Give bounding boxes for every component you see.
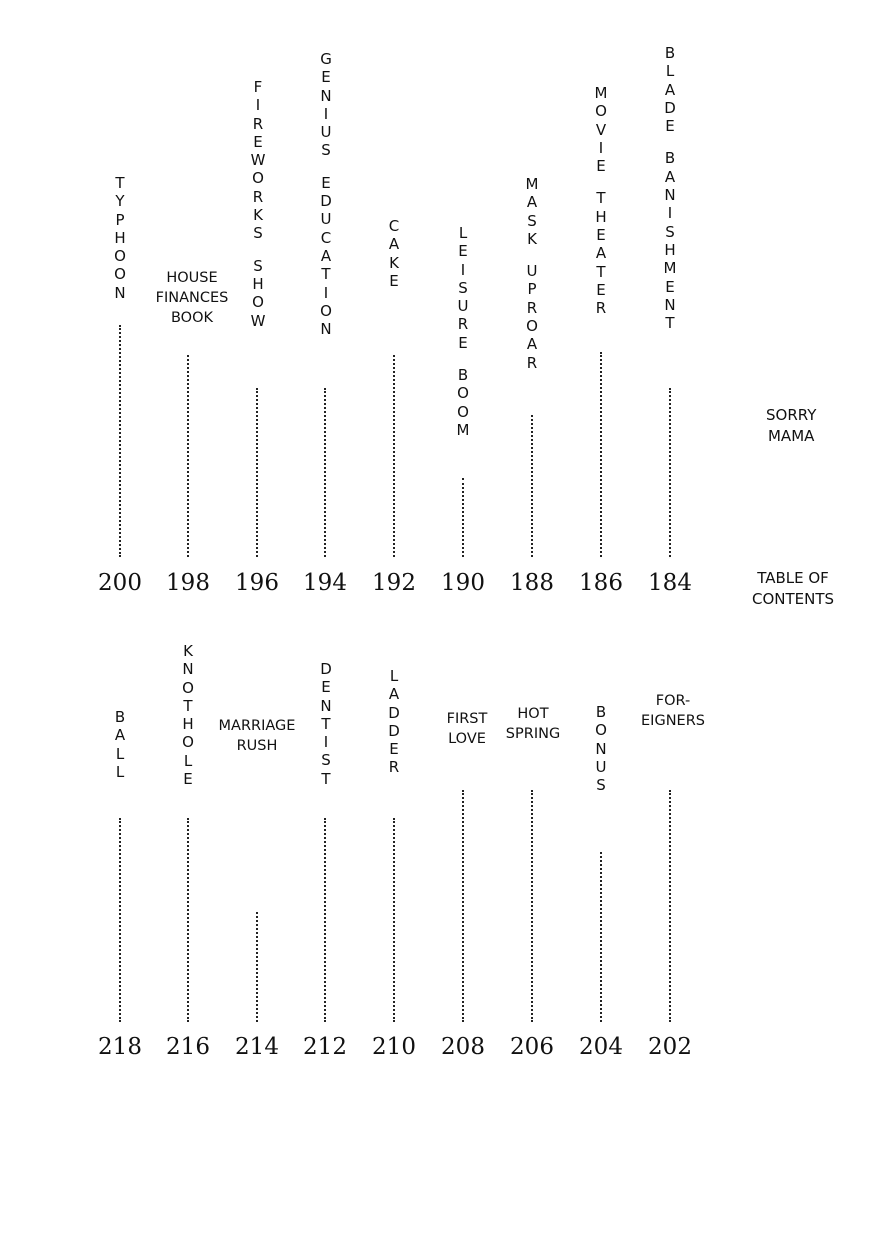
title-letter: S <box>527 211 537 230</box>
title-letter: F <box>253 78 263 96</box>
entry-title <box>581 84 621 318</box>
dot-leader <box>324 818 326 1022</box>
title-letter: O <box>595 721 607 740</box>
title-letter: M <box>525 175 539 193</box>
page-number: 198 <box>166 570 210 596</box>
title-letter: E <box>665 117 675 136</box>
title-letter: A <box>388 235 400 254</box>
title-letter: B <box>595 703 607 721</box>
title-letter: A <box>664 80 676 99</box>
page-number: 196 <box>235 570 279 596</box>
entry-title: FIRST LOVE <box>446 711 488 747</box>
title-letter: E <box>321 68 331 87</box>
title-letter: T <box>321 769 331 788</box>
dot-leader <box>393 355 395 557</box>
title-letter: O <box>252 169 264 188</box>
title-letter: H <box>595 207 607 226</box>
page-number: 214 <box>235 1034 279 1060</box>
title-letter: I <box>323 104 329 123</box>
title-letter: W <box>250 311 266 330</box>
title-letter: R <box>595 299 607 318</box>
title-letter: O <box>114 265 126 284</box>
title-letter: L <box>665 62 675 81</box>
title-letter: T <box>665 314 675 333</box>
title-letter: L <box>115 744 125 763</box>
page-number: 216 <box>166 1034 210 1060</box>
page-number: 212 <box>303 1034 347 1060</box>
dot-leader <box>669 790 671 1022</box>
title-letter: O <box>457 384 469 403</box>
page-number: 208 <box>441 1034 485 1060</box>
title-letter: T <box>596 262 606 281</box>
title-letter: R <box>526 353 538 372</box>
title-letter: B <box>664 149 676 168</box>
title-letter: K <box>527 229 537 248</box>
title-letter: U <box>526 262 538 281</box>
title-letter: B <box>664 44 676 62</box>
title-letter: A <box>320 246 332 265</box>
title-letter: U <box>457 297 469 316</box>
title-letter: G <box>320 50 332 68</box>
entry-title <box>650 44 690 332</box>
dot-leader <box>531 415 533 557</box>
entry-title: MARRIAGE RUSH <box>218 718 296 754</box>
title-letter: D <box>320 660 332 678</box>
dot-leader <box>600 352 602 557</box>
title-letter: A <box>388 685 400 704</box>
title-letter: R <box>457 315 469 334</box>
title-letter: H <box>252 274 264 293</box>
title-letter: A <box>526 335 538 354</box>
title-letter: R <box>388 758 400 777</box>
title-letter: T <box>321 265 331 284</box>
title-letter: L <box>389 667 399 685</box>
title-letter: A <box>114 726 126 745</box>
title-letter: Y <box>115 192 125 211</box>
page-number: 200 <box>98 570 142 596</box>
title-letter: N <box>664 295 676 314</box>
dot-leader <box>187 818 189 1022</box>
entry-title: HOT SPRING <box>505 706 561 742</box>
title-letter: U <box>320 123 332 142</box>
dot-leader <box>187 355 189 557</box>
title-letter: E <box>596 280 606 299</box>
title-letter: E <box>596 226 606 245</box>
dot-leader <box>324 388 326 557</box>
title-letter: R <box>252 187 264 206</box>
page-number: 210 <box>372 1034 416 1060</box>
title-letter: E <box>458 242 468 261</box>
dot-leader <box>393 818 395 1022</box>
page-number: 188 <box>510 570 554 596</box>
title-letter: I <box>598 138 604 157</box>
title-letter: U <box>320 210 332 229</box>
entry-title <box>100 708 140 781</box>
title-letter: A <box>595 244 607 263</box>
title-letter: T <box>321 714 331 733</box>
title-letter: H <box>664 240 676 259</box>
title-letter: D <box>320 192 332 211</box>
title-letter: I <box>667 204 673 223</box>
title-letter: H <box>182 715 194 734</box>
title-letter: E <box>596 157 606 176</box>
title-letter: B <box>457 366 469 385</box>
dot-leader <box>256 388 258 557</box>
title-letter: P <box>115 210 125 229</box>
title-letter: P <box>527 280 537 299</box>
title-letter: D <box>388 721 400 740</box>
title-letter: K <box>183 642 193 660</box>
dot-leader <box>669 388 671 557</box>
title-letter: N <box>595 739 607 758</box>
title-letter: N <box>664 186 676 205</box>
title-letter: T <box>183 696 193 715</box>
page-number: 184 <box>648 570 692 596</box>
title-letter: A <box>526 193 538 212</box>
title-letter: C <box>388 217 400 235</box>
title-letter: E <box>321 678 331 697</box>
title-letter: R <box>252 114 264 133</box>
title-letter: O <box>526 317 538 336</box>
dot-leader <box>119 818 121 1022</box>
title-letter: R <box>526 298 538 317</box>
title-letter: I <box>255 96 261 115</box>
title-letter: D <box>664 98 676 117</box>
title-letter: N <box>320 86 332 105</box>
title-letter: E <box>458 333 468 352</box>
title-letter: L <box>115 762 125 781</box>
dot-leader <box>119 325 121 557</box>
title-letter: T <box>115 174 125 192</box>
title-letter: M <box>456 420 470 439</box>
entry-title <box>100 174 140 302</box>
page-number: 186 <box>579 570 623 596</box>
page-number: 218 <box>98 1034 142 1060</box>
title-letter: D <box>388 703 400 722</box>
title-letter: S <box>321 751 331 770</box>
title-letter: B <box>114 708 126 726</box>
title-letter: E <box>253 132 263 151</box>
title-letter: W <box>250 151 266 170</box>
entry-title <box>238 78 278 330</box>
title-letter: M <box>663 259 677 278</box>
title-letter: O <box>114 247 126 266</box>
title-letter: K <box>389 253 399 272</box>
title-letter: T <box>596 189 606 208</box>
dot-leader <box>531 790 533 1022</box>
title-letter: N <box>114 283 126 302</box>
title-letter: N <box>182 660 194 679</box>
entry-title <box>581 703 621 794</box>
title-letter: L <box>458 224 468 242</box>
title-letter: H <box>114 228 126 247</box>
table-of-contents-heading: TABLE OF CONTENTS <box>752 569 835 608</box>
title-letter: I <box>460 260 466 279</box>
page-number: 194 <box>303 570 347 596</box>
entry-title <box>306 660 346 788</box>
title-letter: S <box>321 141 331 160</box>
title-letter: S <box>458 278 468 297</box>
page-number: 192 <box>372 570 416 596</box>
title-letter: U <box>595 757 607 776</box>
entry-title: HOUSE FINANCES BOOK <box>155 270 229 326</box>
title-letter: I <box>323 283 329 302</box>
sorry-mama-label: SORRY MAMA <box>766 406 817 445</box>
title-letter: C <box>320 228 332 247</box>
title-letter: E <box>321 173 331 192</box>
title-letter: V <box>595 120 607 139</box>
title-letter: M <box>594 84 608 102</box>
page-number: 206 <box>510 1034 554 1060</box>
title-letter: S <box>253 256 263 275</box>
entry-title <box>374 667 414 777</box>
dot-leader <box>462 478 464 557</box>
entry-title: FOR- EIGNERS <box>641 693 705 729</box>
title-letter: O <box>182 678 194 697</box>
title-letter: S <box>253 224 263 243</box>
title-letter: E <box>183 770 193 789</box>
title-letter: I <box>323 733 329 752</box>
title-letter: O <box>320 301 332 320</box>
title-letter: S <box>596 776 606 795</box>
title-letter: K <box>253 206 263 225</box>
title-letter: L <box>183 751 193 770</box>
entry-title <box>306 50 346 338</box>
entry-title <box>168 642 208 788</box>
title-letter: A <box>664 167 676 186</box>
entry-title <box>443 224 483 439</box>
dot-leader <box>256 912 258 1022</box>
title-letter: N <box>320 320 332 339</box>
dot-leader <box>600 852 602 1022</box>
title-letter: S <box>665 222 675 241</box>
entry-title <box>512 175 552 372</box>
title-letter: N <box>320 696 332 715</box>
title-letter: E <box>389 271 399 290</box>
title-letter: O <box>182 733 194 752</box>
page-number: 190 <box>441 570 485 596</box>
dot-leader <box>462 790 464 1022</box>
title-letter: O <box>252 293 264 312</box>
title-letter: O <box>457 402 469 421</box>
title-letter: E <box>665 277 675 296</box>
title-letter: E <box>389 740 399 759</box>
page-number: 202 <box>648 1034 692 1060</box>
page-number: 204 <box>579 1034 623 1060</box>
entry-title <box>374 217 414 290</box>
title-letter: O <box>595 102 607 121</box>
